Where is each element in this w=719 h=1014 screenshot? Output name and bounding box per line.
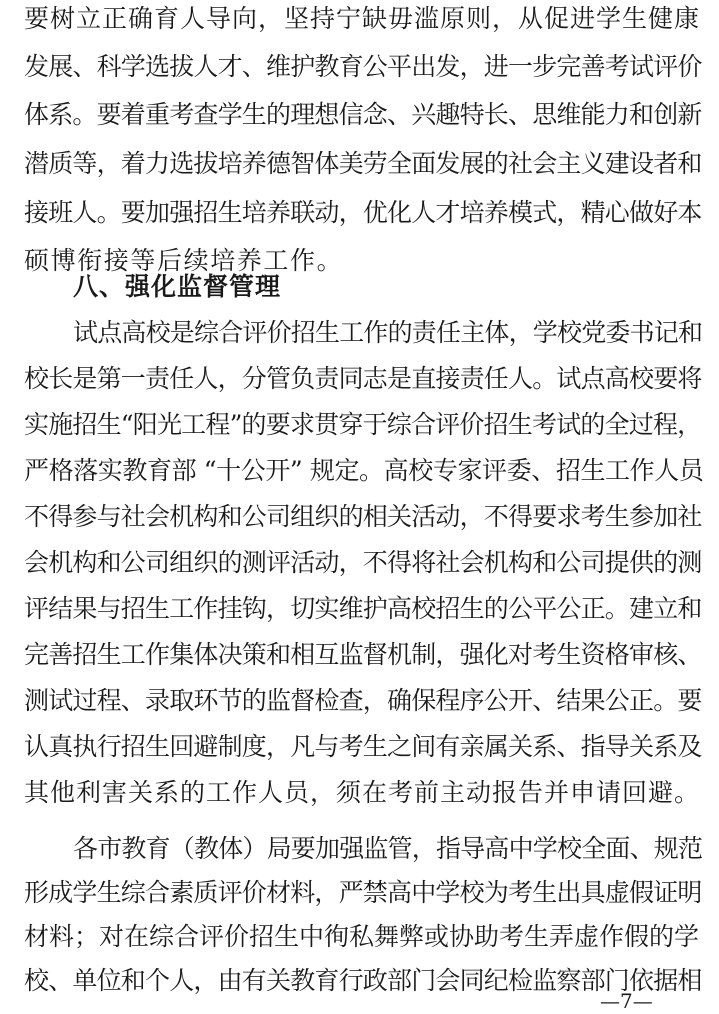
paragraph-3-line-3: 材料；对在综合评价招生中徇私舞弊或协助考生弄虚作假的学 <box>24 922 700 951</box>
paragraph-2-line-5: 不得参与社会机构和公司组织的相关活动，不得要求考生参加社 <box>24 502 702 531</box>
paragraph-1-line-1: 要树立正确育人导向，坚持宁缺毋滥原则，从促进学生健康 <box>24 4 701 33</box>
paragraph-2-line-11: 其他利害关系的工作人员，须在考前主动报告并申请回避。 <box>24 778 701 807</box>
paragraph-2-line-8: 完善招生工作集体决策和相互监督机制，强化对考生资格审核、 <box>24 640 702 669</box>
paragraph-2-line-3: 实施招生“阳光工程”的要求贯穿于综合评价招生考试的全过程， <box>24 410 702 439</box>
paragraph-1-line-4: 潜质等，着力选拔培养德智体美劳全面发展的社会主义建设者和 <box>24 149 702 178</box>
section-heading: 八、强化监督管理 <box>73 272 282 301</box>
paragraph-2-line-4: 严格落实教育部 “十公开” 规定。高校专家评委、招生工作人员 <box>24 456 704 485</box>
paragraph-1-line-2: 发展、科学选拔人才、维护教育公平出发，进一步完善考试评价 <box>24 52 702 81</box>
paragraph-2-line-6: 会机构和公司组织的测评活动，不得将社会机构和公司提供的测 <box>24 548 702 577</box>
paragraph-1-line-6: 硕博衔接等后续培养工作。 <box>24 246 344 275</box>
paragraph-2-line-10: 认真执行招生回避制度，凡与考生之间有亲属关系、指导关系及 <box>24 732 702 761</box>
paragraph-2-line-1: 试点高校是综合评价招生工作的责任主体，学校党委书记和 <box>73 318 703 347</box>
paragraph-3-line-4: 校、单位和个人，由有关教育行政部门会同纪检监察部门依据相 <box>24 966 702 995</box>
paragraph-1-line-3: 体系。要着重考查学生的理想信念、兴趣特长、思维能力和创新 <box>24 100 702 129</box>
paragraph-2-line-2: 校长是第一责任人，分管负责同志是直接责任人。试点高校要将 <box>24 364 702 393</box>
paragraph-2-line-9: 测试过程、录取环节的监督检查，确保程序公开、结果公正。要 <box>24 686 702 715</box>
paragraph-1-line-5: 接班人。要加强招生培养联动，优化人才培养模式，精心做好本 <box>24 198 702 227</box>
paragraph-3-line-1: 各市教育（教体）局要加强监管，指导高中学校全面、规范 <box>73 834 703 863</box>
paragraph-3-line-2: 形成学生综合素质评价材料，严禁高中学校为考生出具虚假证明 <box>24 878 702 907</box>
page-number: —7— <box>600 989 653 1013</box>
paragraph-2-line-7: 评结果与招生工作挂钩，切实维护高校招生的公平公正。建立和 <box>24 594 702 623</box>
